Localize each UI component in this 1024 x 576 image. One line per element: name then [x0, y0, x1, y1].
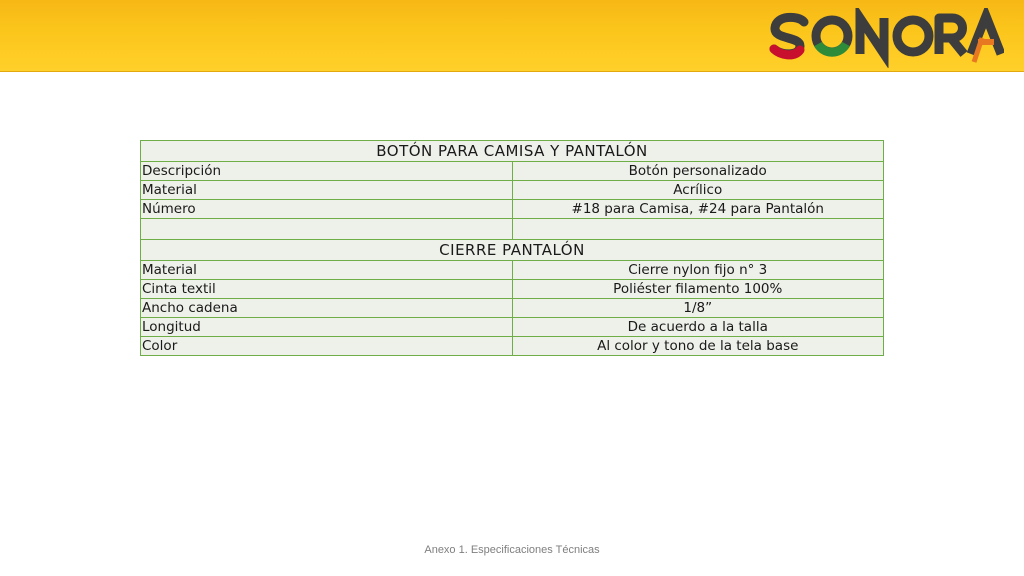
- table-row: [141, 318, 884, 337]
- row-value: De acuerdo a la talla: [512, 318, 884, 337]
- section-title-cierre: CIERRE PANTALÓN: [141, 240, 884, 261]
- table-row: [141, 280, 884, 299]
- sonora-logo: [768, 8, 1004, 68]
- row-label: Ancho cadena: [141, 299, 513, 318]
- row-value: Acrílico: [512, 181, 884, 200]
- table-row: [141, 200, 884, 219]
- footer-caption: Anexo 1. Especificaciones Técnicas: [424, 544, 600, 556]
- table-row: [141, 162, 884, 181]
- row-value: Cierre nylon fijo n° 3: [512, 261, 884, 280]
- row-label: Longitud: [141, 318, 513, 337]
- specifications-table: [140, 140, 884, 356]
- header-banner: [0, 0, 1024, 72]
- row-label: Cinta textil: [141, 280, 513, 299]
- row-label: Material: [141, 261, 513, 280]
- row-value: Al color y tono de la tela base: [512, 337, 884, 356]
- row-label: Descripción: [141, 162, 513, 181]
- table-row: [141, 337, 884, 356]
- empty-cell: [512, 219, 884, 240]
- row-value: Botón personalizado: [512, 162, 884, 181]
- row-value: Poliéster filamento 100%: [512, 280, 884, 299]
- row-label: Color: [141, 337, 513, 356]
- table-spacer-row: [141, 219, 884, 240]
- row-value: #18 para Camisa, #24 para Pantalón: [512, 200, 884, 219]
- row-value: 1/8”: [512, 299, 884, 318]
- table-section-header: [141, 240, 884, 261]
- table-section-header: [141, 141, 884, 162]
- table-row: [141, 299, 884, 318]
- section-title-boton: BOTÓN PARA CAMISA Y PANTALÓN: [141, 141, 884, 162]
- row-label: Número: [141, 200, 513, 219]
- row-label: Material: [141, 181, 513, 200]
- table-row: [141, 181, 884, 200]
- table-row: [141, 261, 884, 280]
- empty-cell: [141, 219, 513, 240]
